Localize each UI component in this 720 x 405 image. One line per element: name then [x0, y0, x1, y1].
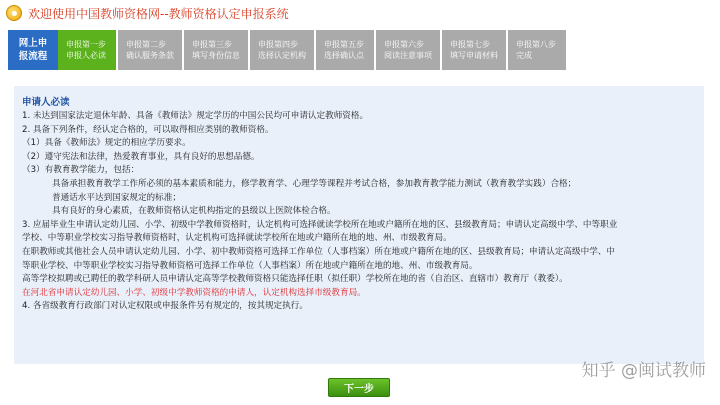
step-6-label: 阅读注意事项 [384, 51, 432, 60]
notice-line: 2. 具备下列条件，经认定合格的，可以取得相应类别的教师资格。 [22, 124, 274, 135]
step-5-label: 选择确认点 [324, 51, 364, 60]
notice-line: 高等学校拟聘或已聘任的教学科研人员申请认定高等学校教师资格只能选择任职（拟任职）学校所在地的省（自治区、直辖市）教育厅（教委）。 [22, 274, 568, 285]
step-4 [250, 30, 314, 70]
notice-line: （1）具备《教师法》规定的相应学历要求。 [22, 138, 191, 149]
step-6-number: 申报第六步 [384, 40, 424, 49]
notice-line: 在职教师或其他社会人员申请认定幼儿园、小学、初中教师资格可选择工作单位（人事档案）所在地或户籍所在地的区、县级教育局；申请认定高级中学、中 [22, 246, 615, 257]
notice-line: 4. 各省级教育行政部门对认定权限或申报条件另有规定的，按其规定执行。 [22, 301, 308, 312]
step-8-number: 申报第八步 [516, 40, 556, 49]
notice-line: 3. 应届毕业生申请认定幼儿园、小学、初级中学教师资格时，认定机构可选择就读学校所在地或户籍所在地的区、县级教育局；申请认定高级中学、中等职业 [22, 219, 618, 230]
page-header [0, 0, 720, 26]
step-5 [316, 30, 374, 70]
notice-line: （2）遵守宪法和法律，热爱教育事业，具有良好的思想品德。 [22, 151, 260, 162]
step-online-process-line1: 网上申 [18, 38, 48, 49]
step-8 [508, 30, 566, 70]
notice-line: 1. 未达到国家法定退休年龄、具备《教师法》规定学历的中国公民均可申请认定教师资格。 [22, 111, 369, 121]
notice-line: 普通话水平达到国家规定的标准； [52, 192, 181, 203]
step-3-label: 填写身份信息 [192, 51, 240, 60]
step-online-process [8, 30, 58, 70]
step-1-label: 申报人必读 [66, 51, 106, 60]
notice-line: 具有良好的身心素质，在教师资格认定机构指定的县级以上医院体检合格。 [52, 206, 336, 217]
step-4-label: 选择认定机构 [258, 51, 306, 60]
notice-line: 具备承担教育教学工作所必须的基本素质和能力，修学教育学、心理学等课程并考试合格，参加教育教学能力测试（教育教学实践）合格； [52, 178, 577, 189]
step-7-label: 填写申请材料 [450, 51, 498, 60]
step-7 [442, 30, 506, 70]
notice-line-highlight: 在河北省申请认定幼儿园、小学、初级中学教师资格的申请人，认定机构选择市级教育局。 [22, 287, 366, 298]
notice-line: （3）有教育教学能力，包括： [22, 165, 140, 176]
step-arrow-icon [566, 42, 574, 58]
step-4-number: 申报第四步 [258, 40, 298, 49]
step-1-number: 申报第一步 [66, 40, 106, 49]
step-3 [184, 30, 248, 70]
notice-heading: 申请人必读 [22, 97, 70, 108]
step-3-number: 申报第三步 [192, 40, 232, 49]
step-5-number: 申报第五步 [324, 40, 364, 49]
notice-panel [14, 86, 704, 364]
header-title: 欢迎使用中国教师资格网--教师资格认定申报系统 [28, 6, 289, 21]
step-8-label: 完成 [516, 51, 532, 60]
next-step-button[interactable]: 下一步 [328, 378, 390, 397]
logo-icon [6, 5, 22, 21]
notice-lines [22, 110, 698, 314]
step-online-process-line2: 报流程 [18, 51, 48, 62]
watermark: 知乎 @闽试教师 [581, 361, 706, 381]
step-2-label: 确认服务条款 [126, 51, 174, 60]
step-2-number: 申报第二步 [126, 40, 166, 49]
step-1 [58, 30, 116, 70]
notice-line: 学校、中等职业学校实习指导教师资格时，认定机构可选择就读学校所在地或户籍所在地的地、州、市级教育局。 [22, 233, 452, 244]
step-2 [118, 30, 182, 70]
step-progress-bar [8, 30, 568, 70]
step-6 [376, 30, 440, 70]
notice-line: 等职业学校、中等职业学校实习指导教师资格可选择工作单位（人事档案）所在地或户籍所在地的地、州、市级教育局。 [22, 260, 478, 271]
step-7-number: 申报第七步 [450, 40, 490, 49]
